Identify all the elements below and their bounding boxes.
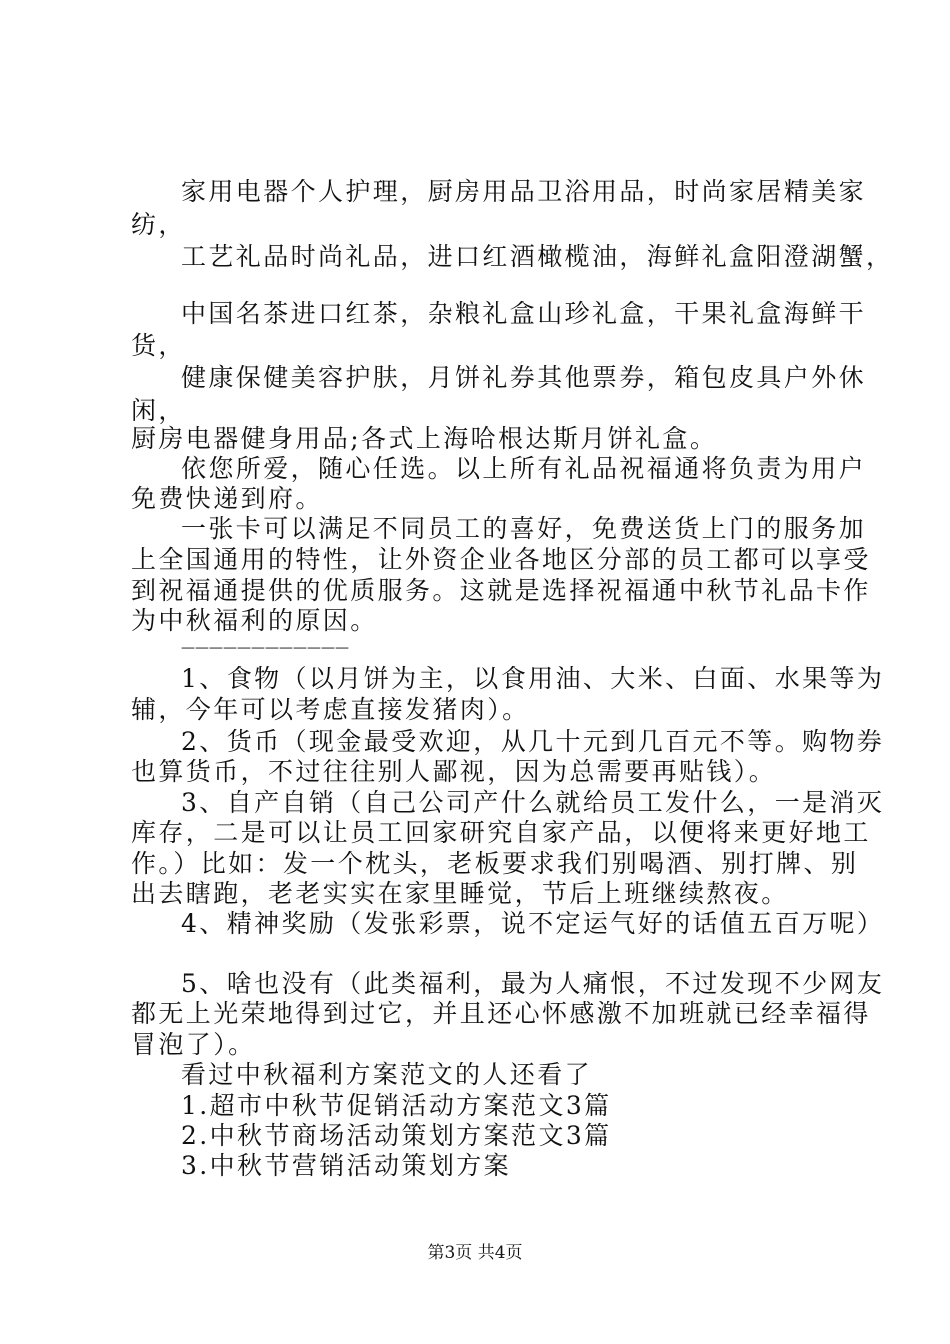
text-line: 货， [131, 331, 186, 360]
related-link[interactable]: 3.中秋节营销活动策划方案 [181, 1151, 512, 1180]
text-line: 作。）比如：发一个枕头，老板要求我们别喝酒、别打牌、别 [131, 849, 859, 878]
text-line: 1、食物（以月饼为主，以食用油、大米、白面、水果等为 [181, 664, 885, 693]
text-line: 闲， [131, 396, 186, 425]
text-line: 厨房电器健身用品;各式上海哈根达斯月饼礼盒。 [131, 424, 718, 453]
related-link[interactable]: 2.中秋节商场活动策划方案范文3篇 [181, 1121, 612, 1150]
text-line: 为中秋福利的原因。 [131, 606, 378, 635]
text-line: 上全国通用的特性，让外资企业各地区分部的员工都可以享受 [131, 545, 871, 574]
text-line: 辅，今年可以考虑直接发猪肉）。 [131, 695, 530, 724]
text-line: 看过中秋福利方案范文的人还看了 [181, 1060, 593, 1089]
text-line: 工艺礼品时尚礼品，进口红酒橄榄油，海鲜礼盒阳澄湖蟹， [181, 242, 894, 271]
text-line: 免费快递到府。 [131, 484, 323, 513]
text-line: 冒泡了）。 [131, 1030, 256, 1059]
text-line: 也算货币，不过往往别人鄙视，因为总需要再贴钱）。 [131, 757, 777, 786]
text-line: 5、啥也没有（此类福利，最为人痛恨，不过发现不少网友 [181, 969, 885, 998]
text-line: 到祝福通提供的优质服务。这就是选择祝福通中秋节礼品卡作 [131, 576, 871, 605]
text-line: 出去瞎跑，老老实实在家里睡觉，节后上班继续熬夜。 [131, 879, 789, 908]
text-line: 3、自产自销（自己公司产什么就给员工发什么，一是消灭 [181, 788, 885, 817]
text-line: 家用电器个人护理，厨房用品卫浴用品，时尚家居精美家 [181, 177, 867, 206]
text-line: 一张卡可以满足不同员工的喜好，免费送货上门的服务加 [181, 514, 867, 543]
text-line: 纺， [131, 210, 186, 239]
text-line: 4、精神奖励（发张彩票，说不定运气好的话值五百万呢） [181, 909, 885, 938]
text-line: 库存，二是可以让员工回家研究自家产品，以便将来更好地工 [131, 818, 871, 847]
text-line: 依您所爱，随心任选。以上所有礼品祝福通将负责为用户 [181, 454, 867, 483]
text-line: 2、货币（现金最受欢迎，从几十元到几百元不等。购物券 [181, 727, 885, 756]
text-line: 中国名茶进口红茶，杂粮礼盒山珍礼盒，干果礼盒海鲜干 [181, 299, 867, 328]
text-line: 都无上光荣地得到过它，并且还心怀感激不加班就已经幸福得 [131, 999, 871, 1028]
text-line: 健康保健美容护肤，月饼礼券其他票券，箱包皮具户外休 [181, 363, 867, 392]
separator-line: ———————————— [181, 640, 349, 656]
related-link[interactable]: 1.超市中秋节促销活动方案范文3篇 [181, 1091, 612, 1120]
page-number-footer: 第3页 共4页 [427, 1243, 523, 1263]
